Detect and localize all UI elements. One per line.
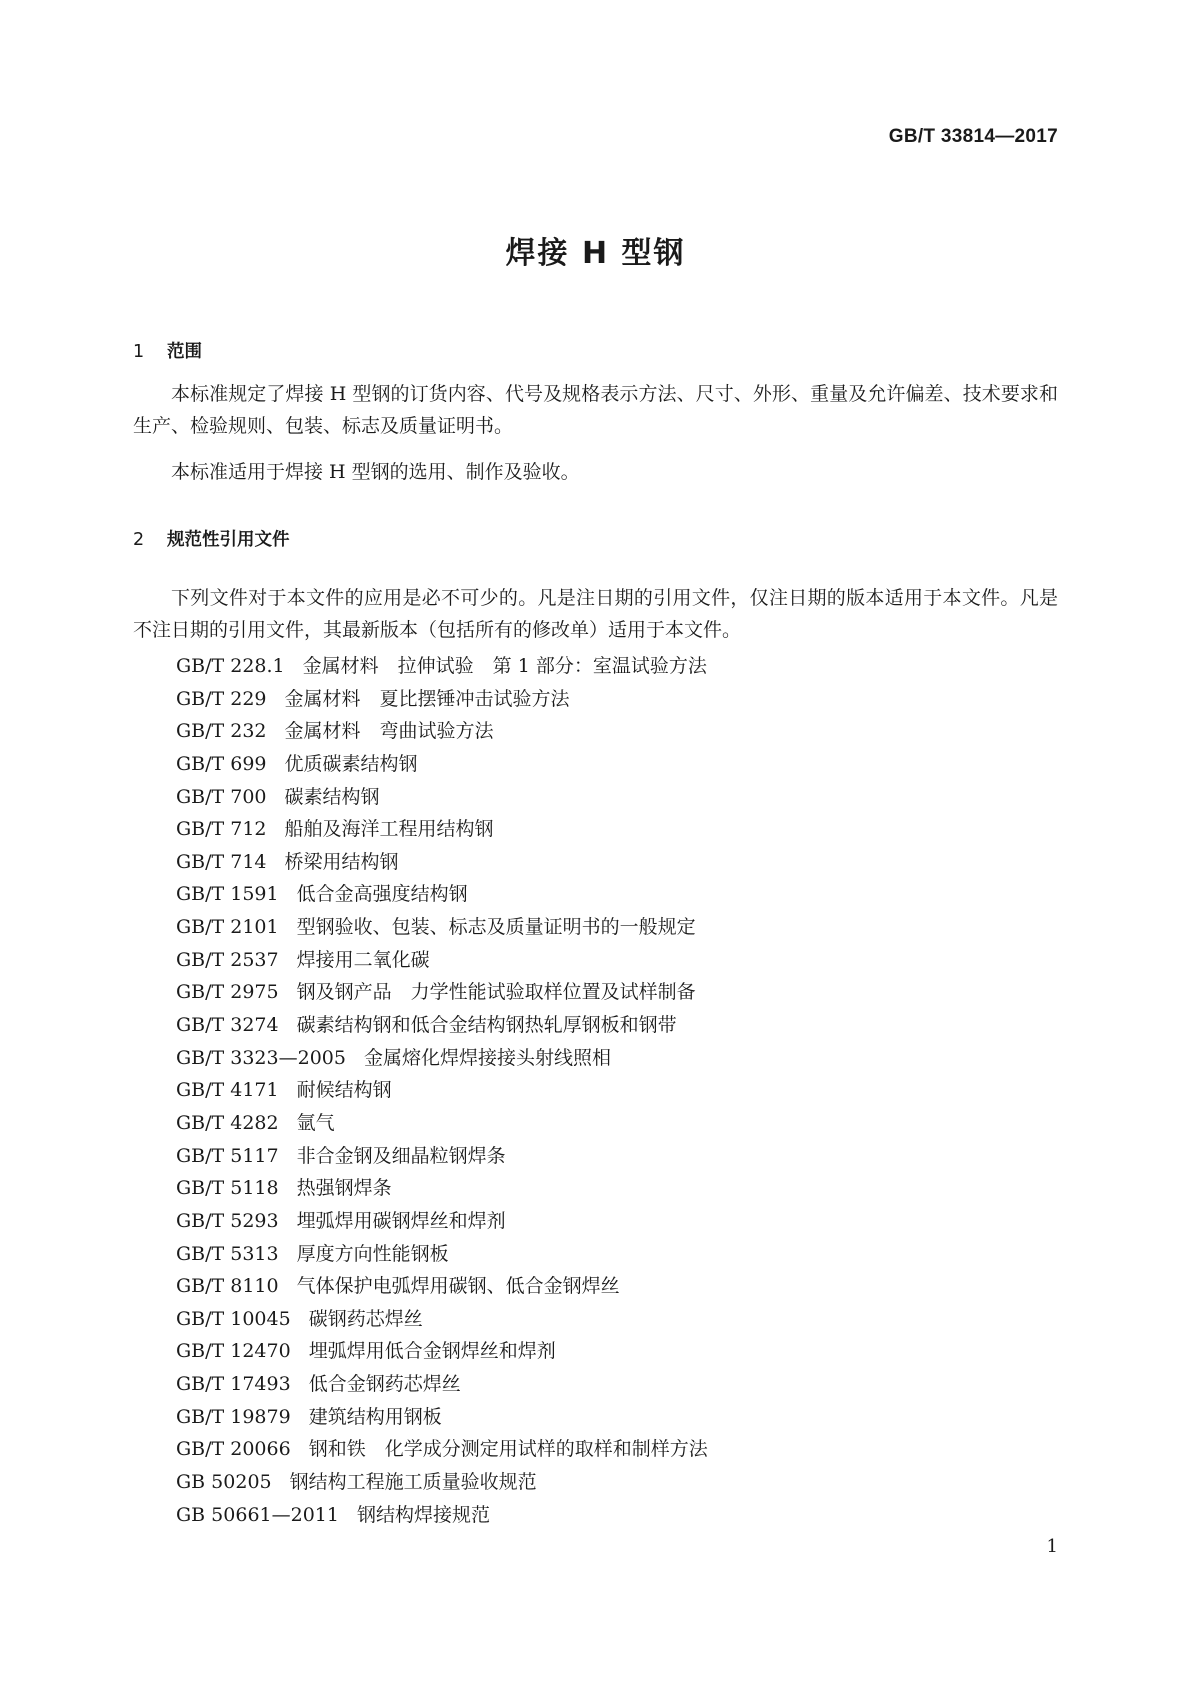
reference-item xyxy=(176,911,708,944)
reference-code: GB/T 12470 xyxy=(176,1340,291,1363)
reference-code: GB/T 3323—2005 xyxy=(176,1046,346,1069)
reference-title: 埋弧焊用低合金钢焊丝和焊剂 xyxy=(308,1340,556,1363)
reference-item xyxy=(176,846,708,879)
reference-item xyxy=(176,1107,708,1140)
reference-item xyxy=(176,878,708,911)
reference-title: 金属材料 拉伸试验 第 1 部分：室温试验方法 xyxy=(302,655,707,677)
reference-code: GB 50661—2011 xyxy=(176,1503,339,1526)
reference-code: GB/T 5117 xyxy=(176,1144,279,1167)
reference-code: GB/T 229 xyxy=(176,687,267,710)
reference-title: 碳钢药芯焊丝 xyxy=(308,1307,423,1330)
reference-item xyxy=(176,748,708,781)
section-1-heading xyxy=(133,338,202,363)
section-1-number: 1 xyxy=(133,342,145,362)
reference-title: 热强钢焊条 xyxy=(296,1177,392,1200)
reference-item xyxy=(176,1270,708,1303)
reference-title: 型钢验收、包装、标志及质量证明书的一般规定 xyxy=(296,916,696,939)
reference-item xyxy=(176,1238,708,1271)
reference-title: 低合金高强度结构钢 xyxy=(296,883,468,906)
reference-title: 钢结构焊接规范 xyxy=(356,1503,490,1526)
reference-item xyxy=(176,1074,708,1107)
section-1-paragraph-1: 本标准规定了焊接 H 型钢的订货内容、代号及规格表示方法、尺寸、外形、重量及允许偏差、技术要求和生产、检验规则、包装、标志及质量证明书。 xyxy=(133,383,1058,437)
reference-title: 桥梁用结构钢 xyxy=(284,850,399,873)
reference-code: GB/T 10045 xyxy=(176,1307,291,1330)
reference-code: GB/T 700 xyxy=(176,785,267,808)
section-2-heading xyxy=(133,526,290,551)
reference-title: 优质碳素结构钢 xyxy=(284,752,418,775)
reference-title: 非合金钢及细晶粒钢焊条 xyxy=(296,1144,506,1167)
reference-item xyxy=(176,1401,708,1434)
reference-code: GB/T 5118 xyxy=(176,1177,279,1200)
reference-code: GB/T 699 xyxy=(176,752,267,775)
reference-code: GB/T 1591 xyxy=(176,883,279,906)
reference-item xyxy=(176,976,708,1009)
reference-code: GB/T 19879 xyxy=(176,1405,291,1428)
reference-code: GB/T 2537 xyxy=(176,948,279,971)
reference-title: 厚度方向性能钢板 xyxy=(296,1242,449,1265)
reference-code: GB/T 232 xyxy=(176,720,267,743)
reference-code: GB/T 4282 xyxy=(176,1111,279,1134)
reference-code: GB/T 4171 xyxy=(176,1079,279,1102)
reference-item xyxy=(176,683,708,716)
reference-item xyxy=(176,1499,708,1532)
reference-title: 金属材料 夏比摆锤冲击试验方法 xyxy=(284,687,570,710)
reference-title: 焊接用二氧化碳 xyxy=(296,948,430,971)
reference-code: GB/T 3274 xyxy=(176,1014,279,1037)
reference-item xyxy=(176,650,708,683)
reference-item xyxy=(176,813,708,846)
reference-item xyxy=(176,781,708,814)
section-2-intro: 下列文件对于本文件的应用是必不可少的。凡是注日期的引用文件，仅注日期的版本适用于本文件。凡是不注日期的引用文件，其最新版本（包括所有的修改单）适用于本文件。 xyxy=(133,587,1058,641)
reference-title: 金属熔化焊焊接接头射线照相 xyxy=(363,1046,611,1069)
reference-title: 气体保护电弧焊用碳钢、低合金钢焊丝 xyxy=(296,1275,620,1298)
reference-code: GB/T 5313 xyxy=(176,1242,279,1265)
section-2-number: 2 xyxy=(133,530,145,550)
reference-title: 低合金钢药芯焊丝 xyxy=(308,1373,461,1396)
reference-title: 钢和铁 化学成分测定用试样的取样和制样方法 xyxy=(308,1438,708,1461)
reference-title: 氩气 xyxy=(296,1111,335,1134)
section-1-title: 范围 xyxy=(167,342,202,362)
reference-item xyxy=(176,1205,708,1238)
section-2-title: 规范性引用文件 xyxy=(167,530,290,550)
reference-code: GB 50205 xyxy=(176,1471,272,1494)
standard-code: GB/T 33814—2017 xyxy=(888,126,1058,147)
reference-code: GB/T 8110 xyxy=(176,1275,279,1298)
reference-item xyxy=(176,1335,708,1368)
section-1-paragraph-2: 本标准适用于焊接 H 型钢的选用、制作及验收。 xyxy=(171,461,580,483)
reference-code: GB/T 228.1 xyxy=(176,655,285,677)
reference-title: 埋弧焊用碳钢焊丝和焊剂 xyxy=(296,1209,506,1232)
page-number: 1 xyxy=(1046,1536,1058,1557)
reference-item xyxy=(176,1368,708,1401)
reference-title: 金属材料 弯曲试验方法 xyxy=(284,720,494,743)
reference-item xyxy=(176,1303,708,1336)
reference-item xyxy=(176,1140,708,1173)
reference-item xyxy=(176,1009,708,1042)
normative-references-list xyxy=(176,650,708,1531)
reference-code: GB/T 2975 xyxy=(176,981,279,1004)
reference-item xyxy=(176,1172,708,1205)
reference-code: GB/T 2101 xyxy=(176,916,279,939)
reference-title: 碳素结构钢 xyxy=(284,785,380,808)
reference-code: GB/T 712 xyxy=(176,818,267,841)
reference-code: GB/T 20066 xyxy=(176,1438,291,1461)
reference-item xyxy=(176,1042,708,1075)
reference-item xyxy=(176,944,708,977)
reference-code: GB/T 17493 xyxy=(176,1373,291,1396)
reference-item xyxy=(176,1466,708,1499)
reference-item xyxy=(176,715,708,748)
reference-title: 碳素结构钢和低合金结构钢热轧厚钢板和钢带 xyxy=(296,1014,677,1037)
reference-code: GB/T 5293 xyxy=(176,1209,279,1232)
reference-code: GB/T 714 xyxy=(176,850,267,873)
document-title: 焊接 H 型钢 xyxy=(505,236,686,271)
reference-item xyxy=(176,1433,708,1466)
reference-title: 钢及钢产品 力学性能试验取样位置及试样制备 xyxy=(296,981,696,1004)
reference-title: 船舶及海洋工程用结构钢 xyxy=(284,818,494,841)
reference-title: 耐候结构钢 xyxy=(296,1079,392,1102)
reference-title: 钢结构工程施工质量验收规范 xyxy=(289,1471,537,1494)
reference-title: 建筑结构用钢板 xyxy=(308,1405,442,1428)
